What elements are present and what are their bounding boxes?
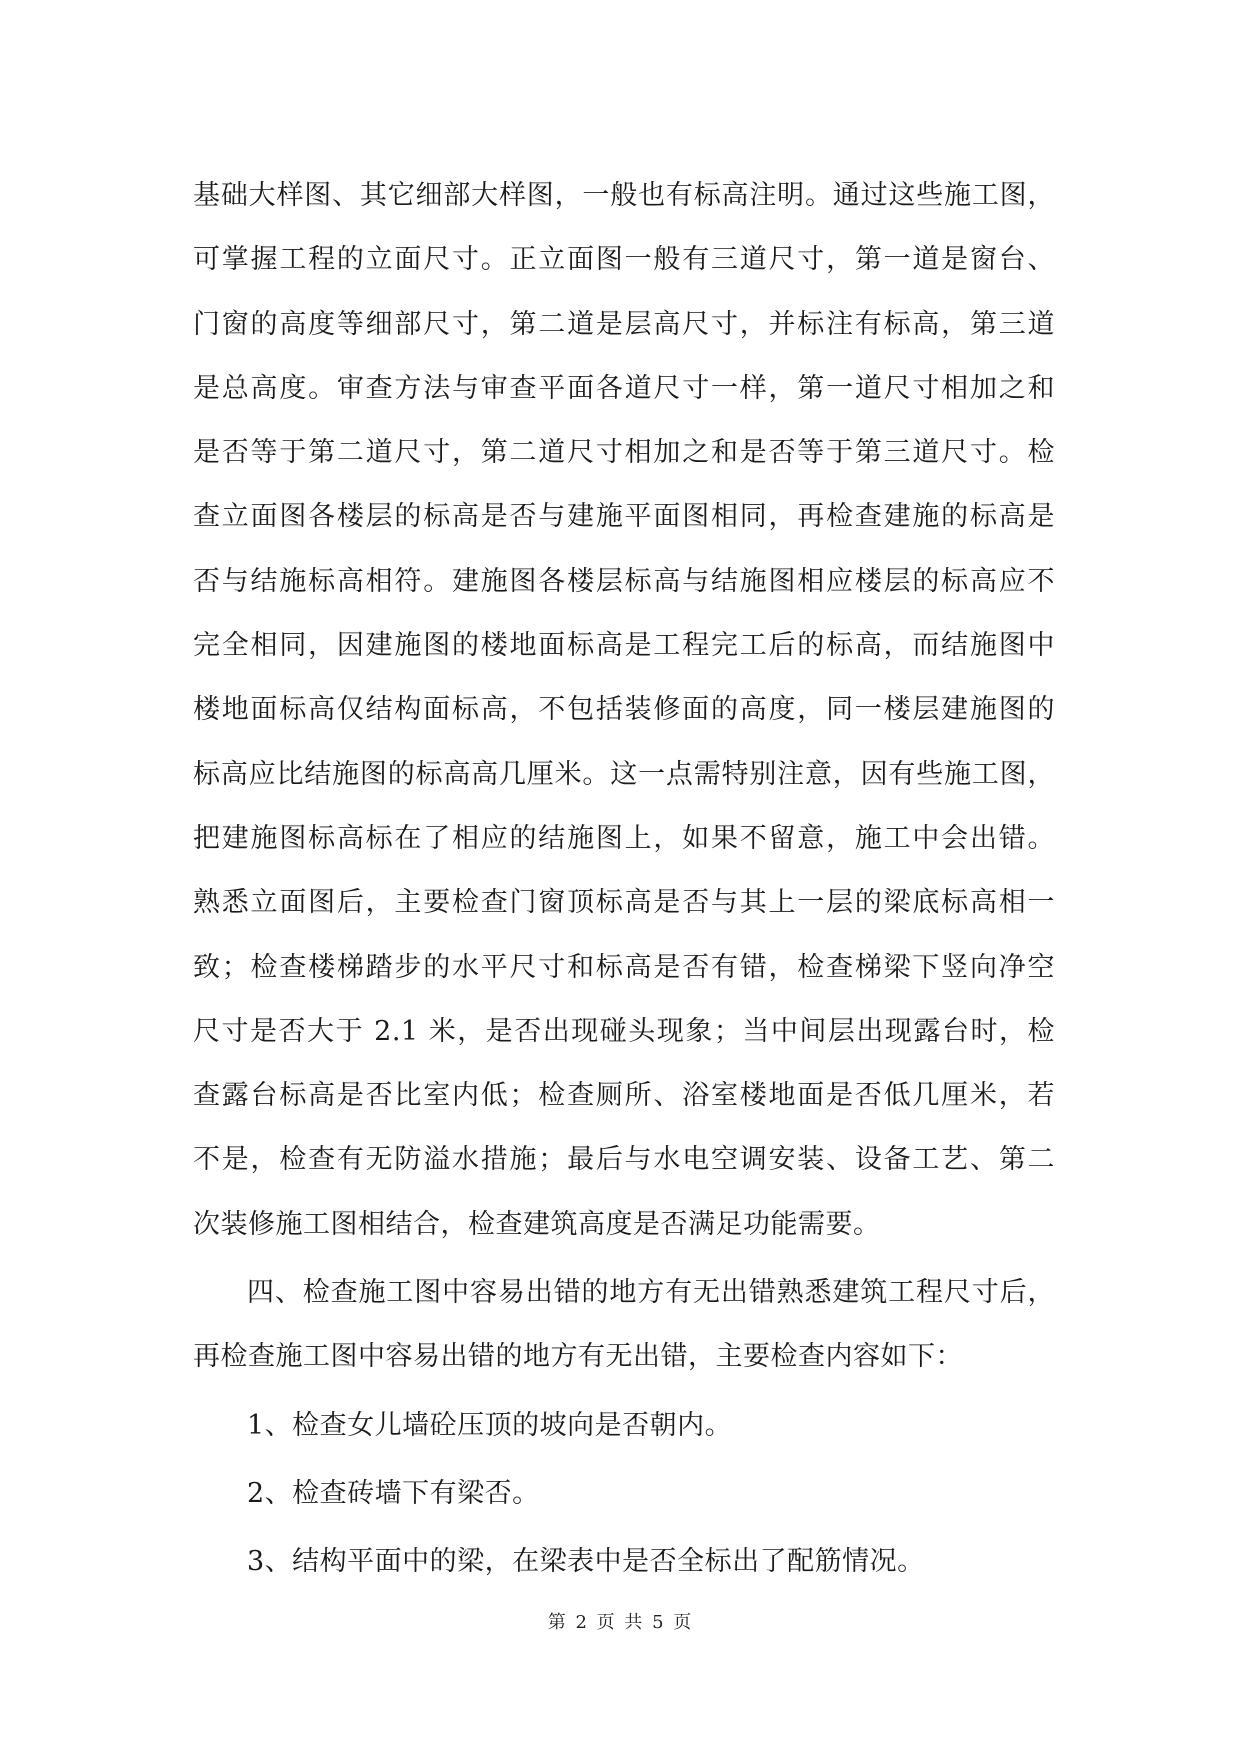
- text-line: 不是，检查有无防溢水措施；最后与水电空调安装、设备工艺、第二: [193, 1144, 1055, 1176]
- text-line: 楼地面标高仅结构面标高，不包括装修面的高度，同一楼层建施图的: [193, 694, 1055, 726]
- text-line: 是总高度。审查方法与审查平面各道尺寸一样，第一道尺寸相加之和: [193, 372, 1055, 404]
- text-line: 熟悉立面图后，主要检查门窗顶标高是否与其上一层的梁底标高相一: [193, 887, 1055, 919]
- list-item: 1、检查女儿墙砼压顶的坡向是否朝内。: [247, 1409, 733, 1441]
- page-number-footer: 第 2 页 共 5 页: [547, 1612, 694, 1633]
- list-item: 2、检查砖墙下有梁否。: [247, 1477, 540, 1509]
- paragraph-elevation-check: [193, 164, 1055, 1257]
- checklist: [193, 1394, 1055, 1595]
- text-line: 查立面图各楼层的标高是否与建施平面图相同，再检查建施的标高是: [193, 501, 1055, 533]
- text-line: 再检查施工图中容易出错的地方有无出错，主要检查内容如下：: [193, 1341, 963, 1373]
- text-line: 致；检查楼梯踏步的水平尺寸和标高是否有错，检查梯梁下竖向净空: [193, 951, 1055, 983]
- text-line: 把建施图标高标在了相应的结施图上，如果不留意，施工中会出错。: [193, 822, 1055, 854]
- paragraph-section-four: [193, 1261, 1055, 1390]
- text-line: 尺寸是否大于 2.1 米，是否出现碰头现象；当中间层出现露台时，检: [193, 1015, 1055, 1047]
- text-line: 完全相同，因建施图的楼地面标高是工程完工后的标高，而结施图中: [193, 630, 1055, 662]
- section-heading-line: 四、检查施工图中容易出错的地方有无出错熟悉建筑工程尺寸后，: [247, 1277, 1055, 1309]
- text-line: 门窗的高度等细部尺寸，第二道是层高尺寸，并标注有标高，第三道: [193, 308, 1055, 340]
- text-line: 否与结施标高相符。建施图各楼层标高与结施图相应楼层的标高应不: [193, 565, 1055, 597]
- text-line: 次装修施工图相结合，检查建筑高度是否满足功能需要。: [193, 1208, 881, 1240]
- page-body: [193, 164, 1055, 1595]
- text-line: 基础大样图、其它细部大样图，一般也有标高注明。通过这些施工图，: [193, 180, 1055, 211]
- text-line: 查露台标高是否比室内低；检查厕所、浴室楼地面是否低几厘米，若: [193, 1080, 1055, 1112]
- text-line: 是否等于第二道尺寸，第二道尺寸相加之和是否等于第三道尺寸。检: [193, 437, 1055, 469]
- list-item: 3、结构平面中的梁，在梁表中是否全标出了配筋情况。: [247, 1546, 925, 1578]
- text-line: 可掌握工程的立面尺寸。正立面图一般有三道尺寸，第一道是窗台、: [193, 244, 1055, 276]
- text-line: 标高应比结施图的标高高几厘米。这一点需特别注意，因有些施工图，: [193, 758, 1055, 790]
